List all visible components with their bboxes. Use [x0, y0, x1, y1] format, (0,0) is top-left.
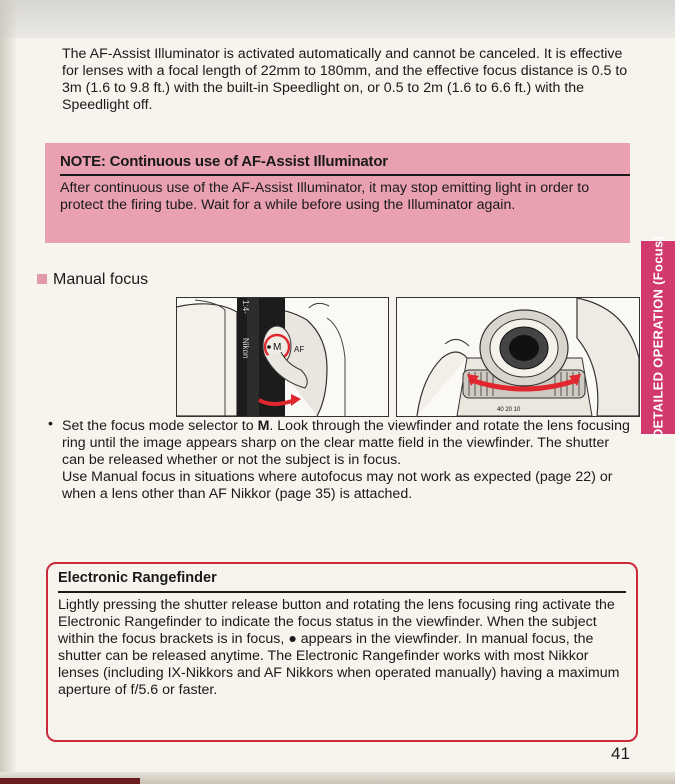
rangefinder-body [58, 597, 628, 699]
intro-paragraph: The AF-Assist Illuminator is activated automatically and cannot be canceled. It is effective for lenses with a focal length of 22mm to 180mm, and the effective focus distance is 0.5 to 3m (1.6 to 9.8 ft.) with the built-in Speedlight on, or 0.5 to 2m (1.6 to 6.6 ft.) with the Speedlight off. [62, 46, 628, 113]
section-heading: Manual focus [53, 271, 149, 288]
side-tab-label: DETAILED OPERATION (Focus) [650, 235, 666, 439]
top-page-edge [0, 0, 675, 38]
binding-shadow [0, 0, 18, 784]
rotate-arrow-icon [291, 394, 301, 406]
rangefinder-text-1: Lightly pressing the shutter release button and rotating the lens focusing ring activate the Electronic Rangefinder to indicate the focus status in the viewfinder. When the subject within the focus brackets is in focus, [58, 597, 615, 647]
instruction-text-1: Set the focus mode selector to [62, 418, 258, 434]
rangefinder-text-2: appears in the viewfinder. In manual focus, the shutter can be released anytime. The Electronic Rangefinder works with most Nikkor lenses (including IX-Nikkors and AF Nikkors when operated manually) having a maximum aperture of f/5.6 or faster. [58, 631, 620, 698]
lens-brand-text: Nikon [241, 338, 250, 359]
page-number: 41 [611, 744, 630, 763]
focusing-ring-illustration [396, 297, 640, 417]
manual-focus-instructions [62, 418, 632, 503]
instruction-text-3: Use Manual focus in situations where autofocus may not work as expected (page 22) or when a lens other than AF Nikkor (page 35) is attached. [62, 469, 613, 502]
focus-mode-selector-illustration [176, 297, 389, 417]
rangefinder-divider [58, 591, 626, 593]
bullet-marker: • [48, 416, 53, 432]
mode-af-label: AF [294, 345, 305, 354]
distance-scale-text: 40 20 10 [497, 407, 521, 413]
rangefinder-title: Electronic Rangefinder [58, 570, 217, 586]
section-side-tab [641, 235, 675, 439]
mode-m-label: M [273, 342, 282, 353]
section-square-icon [37, 274, 47, 284]
in-focus-dot-icon: ● [288, 631, 297, 647]
mode-m-bold: M [257, 418, 270, 434]
electronic-rangefinder-box [46, 562, 638, 742]
instruction-text-2: . Look through the viewfinder and rotate the lens focusing ring until the image appears sharp on the clear matte field in the viewfinder. The shutter can be released whether or not the subject is in focus. [62, 418, 630, 468]
hands-lens-drawing [397, 298, 639, 416]
lens-side-drawing [177, 298, 388, 416]
note-box [45, 143, 630, 243]
note-body: After continuous use of the AF-Assist Illuminator, it may stop emitting light in order to protect the firing tube. Wait for a while before using the Illuminator again. [60, 180, 590, 213]
lens-mark-text: 1:4- [241, 300, 250, 314]
bottom-edge-bar [0, 778, 140, 784]
note-divider [60, 174, 630, 176]
note-title: NOTE: Continuous use of AF-Assist Illuminator [60, 153, 388, 170]
